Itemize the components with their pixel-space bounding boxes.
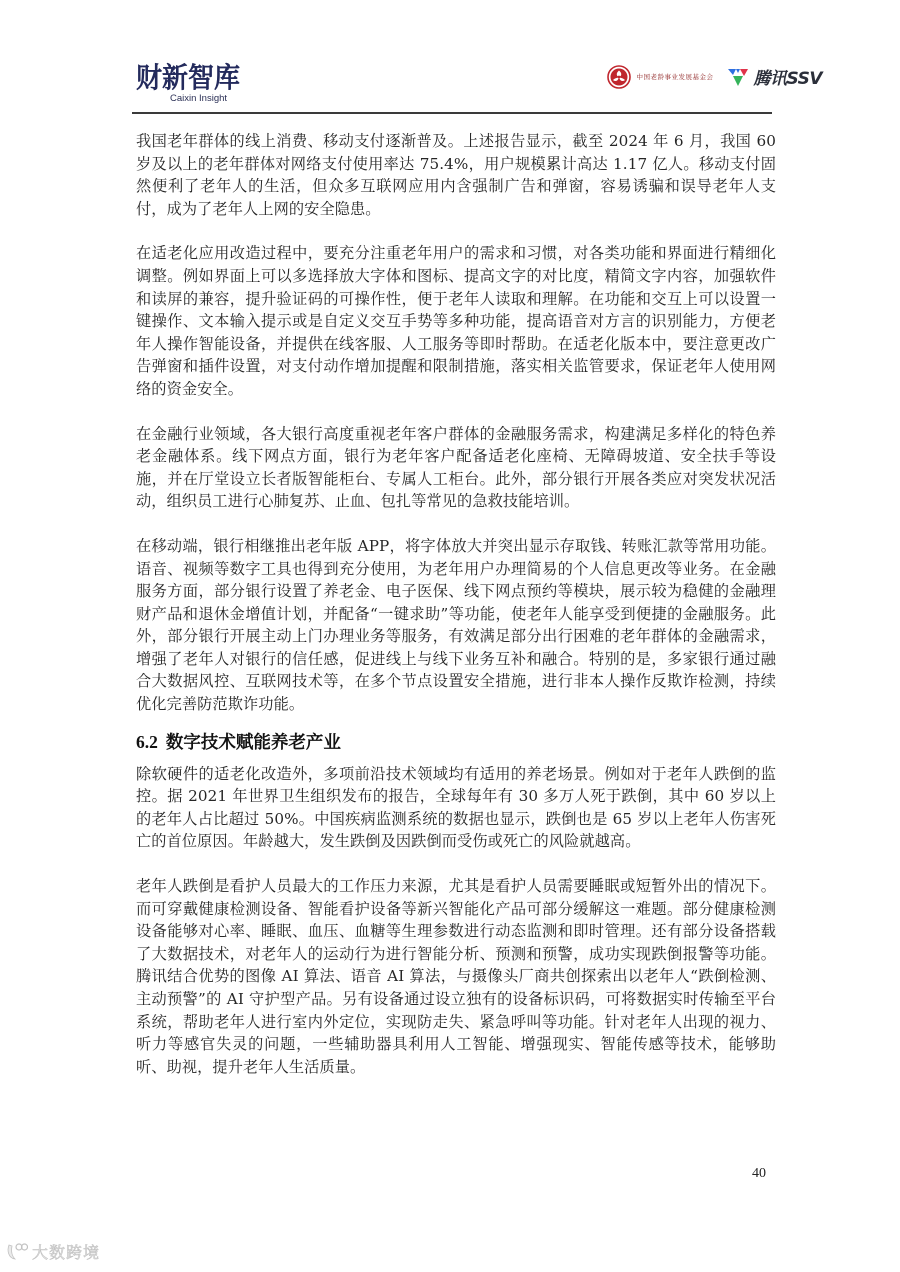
section-heading — [136, 730, 776, 755]
section-title-text: 数字技术赋能养老产业 — [165, 732, 341, 753]
foundation-name: 中国老龄事业发展基金会 — [636, 73, 714, 81]
page-header — [132, 58, 822, 114]
paragraph-mobile-banking: 在移动端，银行相继推出老年版 APP，将字体放大并突出显示存取钱、转账汇款等常用功能。语音、视频等数字工具也得到充分使用，为老年用户办理简易的个人信息更改等业务。在金融服务方面，部分银行设置了养老金、电子医保、线下网点预约等模块，展示较为稳健的金融理财产品和退休金增值计划，并配备“一键求助”等功能，使老年人能享受到便捷的金融服务。此外，部分银行开展主动上门办理业务等服务，有效满足部分出行困难的老年群体的金融需求，增强了老年人对银行的信任感，促进线上与线下业务互补和融合。特别的是，多家银行通过融合大数据风控、互联网技术等，在多个节点设置安全措施，进行非本人操作反欺诈检测，持续优化完善防范欺诈功能。 — [136, 536, 776, 714]
foundation-emblem-icon — [607, 65, 631, 89]
paragraph-online-payment: 我国老年群体的线上消费、移动支付逐渐普及。上述报告显示，截至 2024 年 6 月，我国 60 岁及以上的老年群体对网络支付使用率达 75.4%，用户规模累计高达 1.17 亿人。移动支付固然便利了老年人的生活，但众多互联网应用内含强制广告和弹窗，容易诱骗和误导老年人支付，成为了老年人上网的安全隐患。 — [136, 132, 776, 218]
tencent-ssv-mark-icon — [727, 67, 749, 87]
logo-chinese-name: 财新智库 — [136, 62, 241, 95]
paragraph-fall-monitoring: 除软硬件的适老化改造外，多项前沿技术领域均有适用的养老场景。例如对于老年人跌倒的监控。据 2021 年世界卫生组织发布的报告，全球每年有 30 多万人死于跌倒，其中 60 岁以上的老年人占比超过 50%。中国疾病监测系统的数据也显示，跌倒也是 65 岁以上老年人伤害死亡的首位原因。年龄越大，发生跌倒及因跌倒而受伤或死亡的风险就越高。 — [136, 764, 776, 851]
logo-english-name: Caixin Insight — [170, 93, 228, 104]
paragraph-smart-devices: 老年人跌倒是看护人员最大的工作压力来源，尤其是看护人员需要睡眠或短暂外出的情况下。而可穿戴健康检测设备、智能看护设备等新兴智能化产品可部分缓解这一难题。部分健康检测设备能够对心率、睡眠、血压、血糖等生理参数进行动态监测和即时管理。还有部分设备搭载了大数据技术，对老年人的运动行为进行智能分析、预测和预警，成功实现跌倒报警等功能。腾讯结合优势的图像 AI 算法、语音 AI 算法，与摄像头厂商共创探索出以老年人“跌倒检测、主动预警”的 AI 守护型产品。另有设备通过设立独有的设备标识码，可将数据实时传输至平台系统，帮助老年人进行室内外定位，实现防走失、紧急呼叫等功能。针对老年人出现的视力、听力等感官失灵的问题，一些辅助器具利用人工智能、增强现实、智能传感等技术，能够助听、助视，提升老年人生活质量。 — [136, 877, 776, 1076]
tencent-ssv-logo — [727, 64, 822, 89]
paragraph-app-adaptation: 在适老化应用改造过程中，要充分注重老年用户的需求和习惯，对各类功能和界面进行精细化调整。例如界面上可以多选择放大字体和图标、提高文字的对比度，精简文字内容，加强软件和读屏的兼容，提升验证码的可操作性，便于老年人读取和理解。在功能和交互上可以设置一键操作、文本输入提示或是自定义交互手势等多种功能，提高语音对方言的识别能力，方便老年人操作智能设备，并提供在线客服、人工服务等即时帮助。在适老化版本中，要注意更改广告弹窗和插件设置，对支付动作增加提醒和限制措施，落实相关监管要求，保证老年人使用网络的资金安全。 — [136, 244, 776, 398]
tencent-ssv-name: 腾讯SSV — [753, 69, 822, 89]
page-number: 40 — [752, 1166, 766, 1181]
section-number: 6.2 — [136, 731, 158, 752]
header-divider — [132, 112, 772, 114]
partner-logos — [607, 64, 822, 89]
watermark — [6, 1240, 100, 1263]
foundation-logo — [607, 65, 713, 89]
watermark-text: 大数跨境 — [32, 1243, 101, 1262]
document-body — [136, 130, 776, 1100]
caixin-insight-logo — [136, 62, 276, 104]
paragraph-finance-industry: 在金融行业领域，各大银行高度重视老年客户群体的金融服务需求，构建满足多样化的特色养老金融体系。线下网点方面，银行为老年客户配备适老化座椅、无障碍坡道、安全扶手等设施，并在厅堂设立长者版智能柜台、专属人工柜台。此外，部分银行开展各类应对突发状况活动，组织员工进行心肺复苏、止血、包扎等常见的急救技能培训。 — [136, 424, 776, 511]
watermark-logo-icon — [6, 1242, 28, 1262]
